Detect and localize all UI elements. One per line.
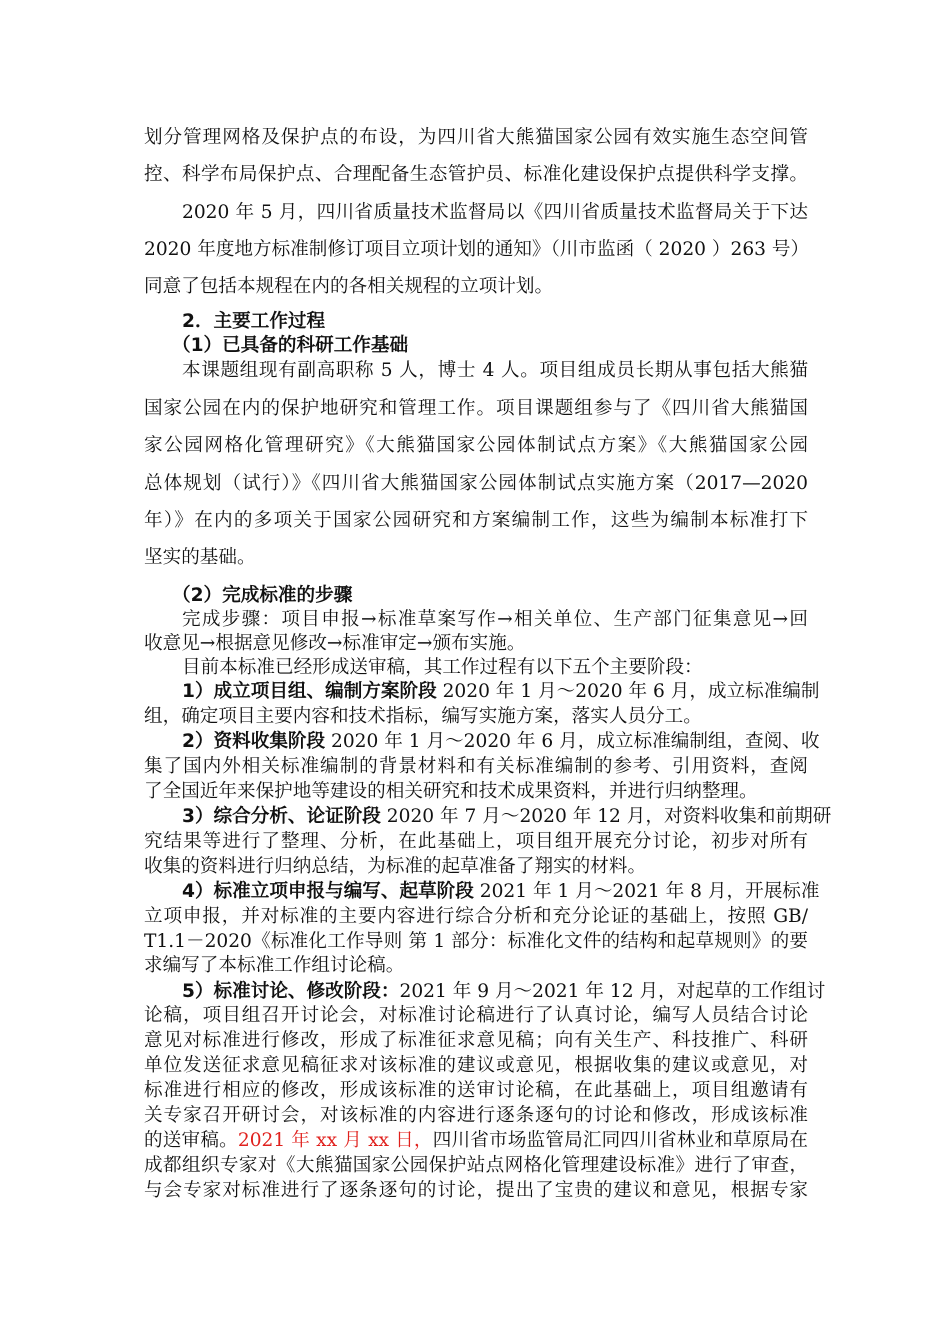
stages-summary: 目前本标准已经形成送审稿，其工作过程有以下五个主要阶段： (182, 657, 703, 678)
sub1-line-6: 坚实的基础。 (144, 547, 256, 568)
stage-3-line-3: 收集的资料进行归纳总结，为标准的起草准备了翔实的材料。 (144, 856, 647, 877)
approval-line-2: 2020 年度地方标准制修订项目立项计划的通知》（川市监函（ 2020 ）263 号） (144, 239, 810, 260)
stage-1-first-line: 1）成立项目组、编制方案阶段 2020 年 1 月～2020 年 6 月，成立标准编制 (182, 681, 820, 702)
review-date-placeholder: 2021 年 xx 月 xx 日， (237, 1130, 433, 1151)
stage-3-title: 3）综合分析、论证阶段 (182, 806, 381, 827)
sub1-line-4: 总体规划（试行）》《四川省大熊猫国家公园体制试点实施方案（2017—2020 (144, 473, 808, 494)
stage-4-title: 4）标准立项申报与编写、起草阶段 (182, 881, 474, 902)
stage-5-line-6: 关专家召开研讨会，对该标准的内容进行逐条逐句的讨论和修改，形成该标准 (144, 1105, 808, 1126)
steps-line-2: 收意见→根据意见修改→标准审定→颁布实施。 (144, 633, 526, 654)
subsection-1-heading: （1）已具备的科研工作基础 (172, 335, 409, 356)
steps-line-1: 完成步骤：项目申报→标准草案写作→相关单位、生产部门征集意见→回 (182, 609, 808, 630)
stage-1-line-2: 组，确定项目主要内容和技术指标，编写实施方案，落实人员分工。 (144, 706, 702, 727)
sub1-line-2: 国家公园在内的保护地研究和管理工作。项目课题组参与了《四川省大熊猫国 (144, 398, 808, 419)
subsection-2-heading: （2）完成标准的步骤 (172, 585, 353, 606)
stage-5-line-4: 单位发送征求意见稿征求对该标准的建议或意见，根据收集的建议或意见，对 (144, 1055, 808, 1076)
stage-2-line-2: 集了国内外相关标准编制的背景材料和有关标准编制的参考、引用资料，查阅 (144, 756, 808, 777)
stage-2-title: 2）资料收集阶段 (182, 731, 326, 752)
section-heading: 2．主要工作过程 (182, 311, 326, 332)
intro-line-2: 控、科学布局保护点、合理配备生态管护员、标准化建设保护点提供科学支撑。 (144, 164, 808, 185)
stage-5-review-line: 的送审稿。2021 年 xx 月 xx 日，四川省市场监管局汇同四川省林业和草原局在 (144, 1130, 808, 1151)
stage-4-first-line: 4）标准立项申报与编写、起草阶段 2021 年 1 月～2021 年 8 月，开展标准 (182, 881, 820, 902)
stage-5-title: 5）标准讨论、修改阶段： (182, 981, 400, 1002)
stage-2-line-3: 了全国近年来保护地等建设的相关研究和技术成果资料，并进行归纳整理。 (144, 781, 758, 802)
stage-2-first-line: 2）资料收集阶段 2020 年 1 月～2020 年 6 月，成立标准编制组，查阅、收 (182, 731, 820, 752)
stage-4-line-4: 求编写了本标准工作组讨论稿。 (144, 955, 405, 976)
sub1-line-3: 家公园网格化管理研究》《大熊猫国家公园体制试点方案》《大熊猫国家公园 (144, 435, 808, 456)
stage-5-line-3: 意见对标准进行修改，形成了标准征求意见稿；向有关生产、科技推广、科研 (144, 1030, 808, 1051)
stage-5-line-2: 论稿，项目组召开讨论会，对标准讨论稿进行了认真讨论，编写人员结合讨论 (144, 1005, 808, 1026)
stage-4-line-2: 立项申报，并对标准的主要内容进行综合分析和充分论证的基础上，按照 GB/ (144, 906, 808, 927)
sub1-line-5: 年）》在内的多项关于国家公园研究和方案编制工作，这些为编制本标准打下 (144, 510, 808, 531)
stage-4-line-3: T1.1－2020《标准化工作导则 第 1 部分：标准化文件的结构和起草规则》的要 (144, 931, 808, 952)
intro-line-1: 划分管理网格及保护点的布设，为四川省大熊猫国家公园有效实施生态空间管 (144, 127, 808, 148)
sub1-line-1: 本课题组现有副高职称 5 人，博士 4 人。项目组成员长期从事包括大熊猫 (182, 360, 808, 381)
stage-5-line-8: 成都组织专家对《大熊猫国家公园保护站点网格化管理建设标准》进行了审查， (144, 1155, 808, 1176)
stage-3-first-line: 3）综合分析、论证阶段 2020 年 7 月～2020 年 12 月，对资料收集和前期研 (182, 806, 832, 827)
stage-5-first-line: 5）标准讨论、修改阶段：2021 年 9 月～2021 年 12 月，对起草的工作组讨 (182, 981, 826, 1002)
stage-5-line-9: 与会专家对标准进行了逐条逐句的讨论，提出了宝贵的建议和意见，根据专家 (144, 1180, 808, 1201)
approval-line-1: 2020 年 5 月，四川省质量技术监督局以《四川省质量技术监督局关于下达 (182, 202, 808, 223)
stage-5-line-5: 标准进行相应的修改，形成该标准的送审讨论稿，在此基础上，项目组邀请有 (144, 1080, 808, 1101)
approval-line-3: 同意了包括本规程在内的各相关规程的立项计划。 (144, 276, 554, 297)
stage-1-title: 1）成立项目组、编制方案阶段 (182, 681, 437, 702)
stage-3-line-2: 究结果等进行了整理、分析，在此基础上，项目组开展充分讨论，初步对所有 (144, 831, 808, 852)
